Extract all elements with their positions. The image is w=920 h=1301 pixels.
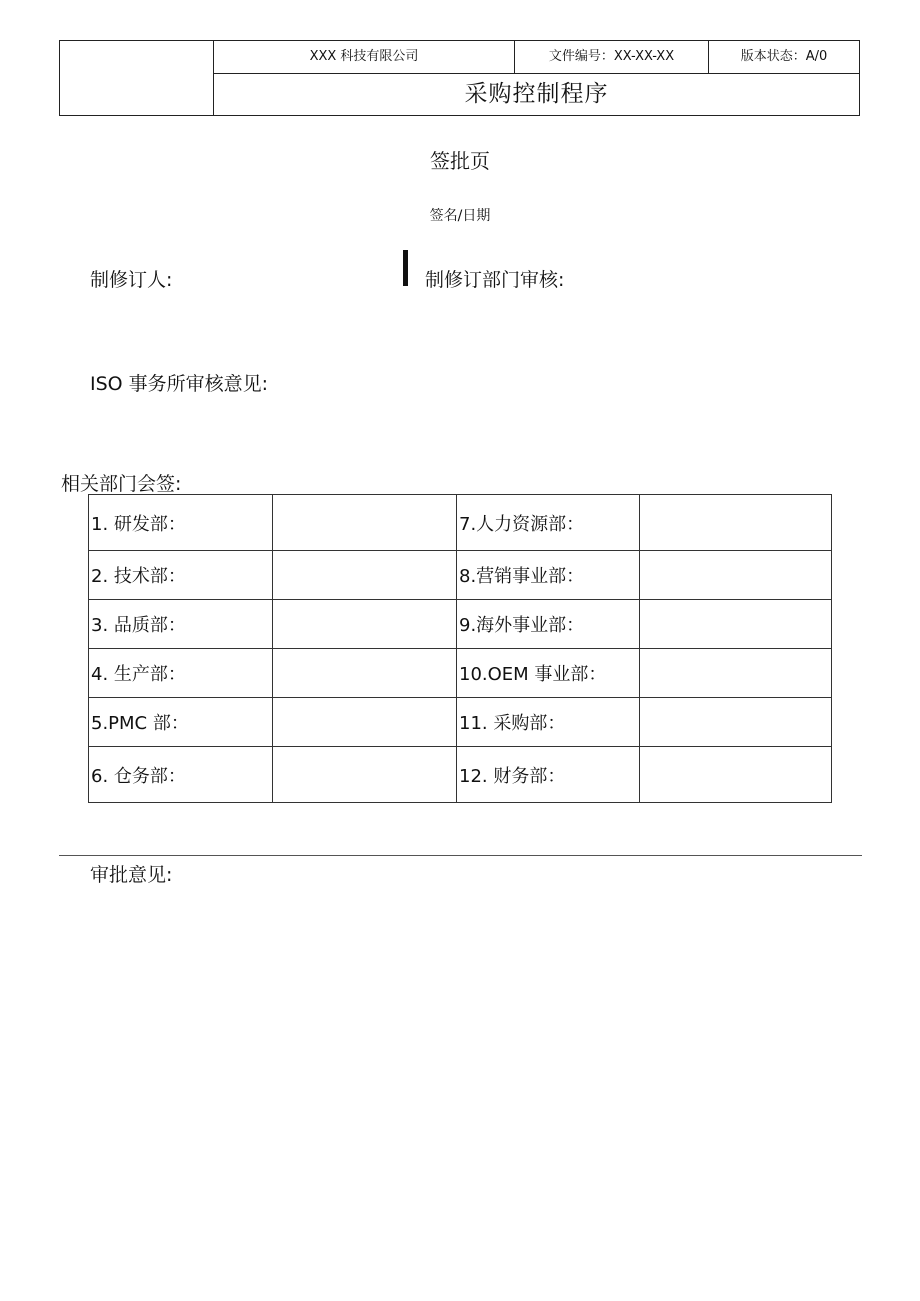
table-row xyxy=(89,649,832,698)
section-divider xyxy=(59,855,862,856)
page-heading: 签批页 xyxy=(430,149,490,173)
signature-cell[interactable] xyxy=(273,698,457,747)
table-row xyxy=(89,495,832,551)
dept-label: 3. 品质部： xyxy=(89,600,273,649)
text-cursor-bar xyxy=(403,250,408,286)
signature-cell[interactable] xyxy=(273,600,457,649)
document-header xyxy=(59,40,860,116)
header-info-row xyxy=(214,41,859,74)
dept-label: 7.人力资源部： xyxy=(457,495,640,551)
iso-review-label: ISO 事务所审核意见: xyxy=(90,373,269,395)
table-row xyxy=(89,551,832,600)
table-row xyxy=(89,600,832,649)
dept-label: 2. 技术部： xyxy=(89,551,273,600)
signature-cell[interactable] xyxy=(273,495,457,551)
signature-cell[interactable] xyxy=(640,600,832,649)
dept-label: 4. 生产部： xyxy=(89,649,273,698)
signature-cell[interactable] xyxy=(273,649,457,698)
signature-cell[interactable] xyxy=(640,495,832,551)
dept-label: 11. 采购部： xyxy=(457,698,640,747)
signature-cell[interactable] xyxy=(273,551,457,600)
version-status: 版本状态：A/0 xyxy=(740,49,828,64)
signature-cell[interactable] xyxy=(273,747,457,803)
signature-date-caption: 签名/日期 xyxy=(429,208,491,224)
table-row xyxy=(89,698,832,747)
document-title: 采购控制程序 xyxy=(464,81,609,107)
signature-cell[interactable] xyxy=(640,747,832,803)
logo-cell xyxy=(60,41,214,115)
dept-label: 10.OEM 事业部： xyxy=(457,649,640,698)
dept-label: 12. 财务部： xyxy=(457,747,640,803)
signature-cell[interactable] xyxy=(640,551,832,600)
signature-cell[interactable] xyxy=(640,649,832,698)
dept-label: 5.PMC 部： xyxy=(89,698,273,747)
dept-label: 9.海外事业部： xyxy=(457,600,640,649)
company-name: XXX 科技有限公司 xyxy=(214,41,515,73)
countersign-table xyxy=(88,494,832,803)
countersign-label: 相关部门会签: xyxy=(61,473,182,495)
dept-label: 8.营销事业部： xyxy=(457,551,640,600)
approval-label: 审批意见: xyxy=(90,864,173,886)
signature-cell[interactable] xyxy=(640,698,832,747)
dept-review-label: 制修订部门审核: xyxy=(425,269,565,291)
table-row xyxy=(89,747,832,803)
dept-label: 6. 仓务部： xyxy=(89,747,273,803)
dept-label: 1. 研发部： xyxy=(89,495,273,551)
drafter-label: 制修订人: xyxy=(90,269,173,291)
document-number: 文件编号：XX-XX-XX xyxy=(515,41,709,73)
